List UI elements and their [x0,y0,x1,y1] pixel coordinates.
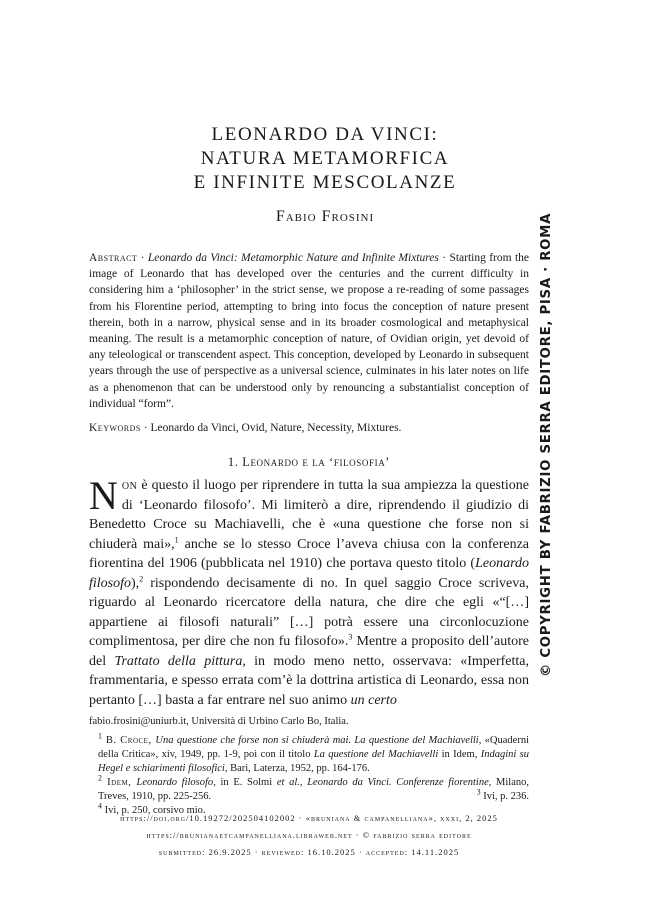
author-name: Fabio Frosini [275,208,375,225]
footnote-1 [89,731,529,776]
body-run: Mentre a proposito dell’autore del [89,634,529,669]
body-text [89,473,530,710]
lead-caps: on [121,478,138,493]
footnote-ref[interactable]: 3 [348,632,353,642]
abstract-sep: · [137,252,148,264]
body-run: anche se lo stesso Croce l’aveva chiusa con la conferenza fiorentina del 1906 (pubblicata nel 1910) che portava questo titolo ( [89,536,529,571]
footnote-run: , «Quaderni della Critica», xiv, 1949, pp. 1-9, poi con il titolo [98,735,529,760]
body-italic: Trattato della pittura [114,653,243,669]
footnote-run: B. Croce, [102,735,156,746]
footnote-italic: Leonardo filosofo [136,777,214,788]
author-email[interactable]: fabio.frosini@uniurb.it, Università di Urbino Carlo Bo, Italia. [89,716,349,727]
keywords [89,420,529,436]
keywords-text: · Leonardo da Vinci, Ovid, Nature, Necessity, Mixtures. [140,422,402,434]
footnote-run: , Milano, Treves, 1910, pp. 225-256. [98,777,530,802]
section-heading: 1. Leonardo e la ‘filosofia’ [227,455,391,469]
footnote-italic: La questione del Machiavelli [313,749,439,760]
footnote-run: , Bari, Laterza, 1952, pp. 164-176. [224,763,370,774]
drop-cap: N [89,473,118,518]
footnote-number: 2 [98,773,102,783]
dates-line: submitted: 26.9.2025 · reviewed: 16.10.2025 · accepted: 14.11.2025 [158,847,460,857]
footnote-number: 3 [476,787,481,797]
footnote-3 [476,787,529,804]
footnote-2 [89,773,530,804]
title-line-1: LEONARDO DA VINCI: [211,124,439,145]
abstract-label: Abstract [89,252,138,264]
body-run: rispondendo decisamente di no. In quel saggio Croce scriveva, riguardo al Leonardo ricercatore della natura, che dire che egli «“[…] appartiene ai filosofi naturali” […] potrà essere una circonlocuzione complimentosa, per dire che non fu filosofo». [89,575,529,649]
website-line[interactable]: https://brunianaetcampanelliana.libraweb.net · © fabrizio serra editore [146,830,472,840]
footnote-run: , in E. Solmi [213,777,277,788]
footnote-run: Ivi, p. 236. [480,791,529,802]
footnote-run: Idem, [102,777,137,788]
footnote-italic: Leonardo da Vinci. Conferenze fiorentine [307,777,489,788]
footnote-italic: Indagini su Hegel e schiarimenti filosofici [98,749,529,774]
article-title [0,123,650,195]
footnote-run: , [299,777,308,788]
footnote-number: 4 [98,801,102,811]
body-run: ), [131,575,140,591]
abstract-text: · Starting from the image of Leonardo that has developed over the centuries and the current difficulty in considering him a ‘philosopher’ in the strict sense, we propose a re-reading of some passages from his Florentine period, attempting to bring into focus the conception of nature present therein, both in a narrow, physical sense and in its broader cosmological and metaphysical meaning. The result is a metamorphic conception of nature, of Ovidian origin, yet devoid of any teleological or transcendent aspect. This conception, developed by Leonardo in subsequent years through the use of perspective as a universal science, culminates in his later notes on life as a phenomenon that can be understood only by renouncing a substantialist conception of individual “form”. [89,252,529,410]
title-line-3: E INFINITE MESCOLANZE [193,172,457,193]
keywords-label: Keywords [89,422,141,434]
footnote-italic: et al. [276,777,300,788]
footnote-run: in Idem, [438,749,481,760]
title-line-2: NATURA METAMORFICA [200,148,450,169]
footnote-italic: Una questione che forse non si chiuderà mai. La questione del Machiavelli [155,735,479,746]
body-italic: Leonardo filosofo [89,556,529,591]
copyright-vertical: © COPYRIGHT BY FABRIZIO SERRA EDITORE, PISA · ROMA [539,212,554,677]
body-italic: un certo [350,692,397,708]
doi-line[interactable]: https://doi.org/10.19272/202504102002 · «bruniana & campanelliana», xxxi, 2, 2025 [120,813,498,823]
body-run: , in modo meno netto, osservava: «Imperfetta, frammentaria, e spesso errata com’è la dottrina artistica di Leonardo, essa non pertanto […] basta a far entrare nel suo animo [89,653,530,708]
footnotes [89,715,529,818]
footnote-number: 1 [98,731,102,741]
body-run: è questo il luogo per riprendere in tutta la sua ampiezza la questione di ‘Leonardo filosofo’. Mi limiterò a dire, riprendendo il giudizio di Benedetto Croce su Machiavelli, che è «una questione che forse non si chiuderà mai», [89,478,529,552]
footnote-ref[interactable]: 1 [174,534,179,544]
footnote-run: Ivi, p. 250, corsivo mio. [102,805,206,816]
abstract-title: Leonardo da Vinci: Metamorphic Nature and Infinite Mixtures [147,252,439,264]
footnote-ref[interactable]: 2 [139,573,144,583]
abstract [89,250,529,412]
